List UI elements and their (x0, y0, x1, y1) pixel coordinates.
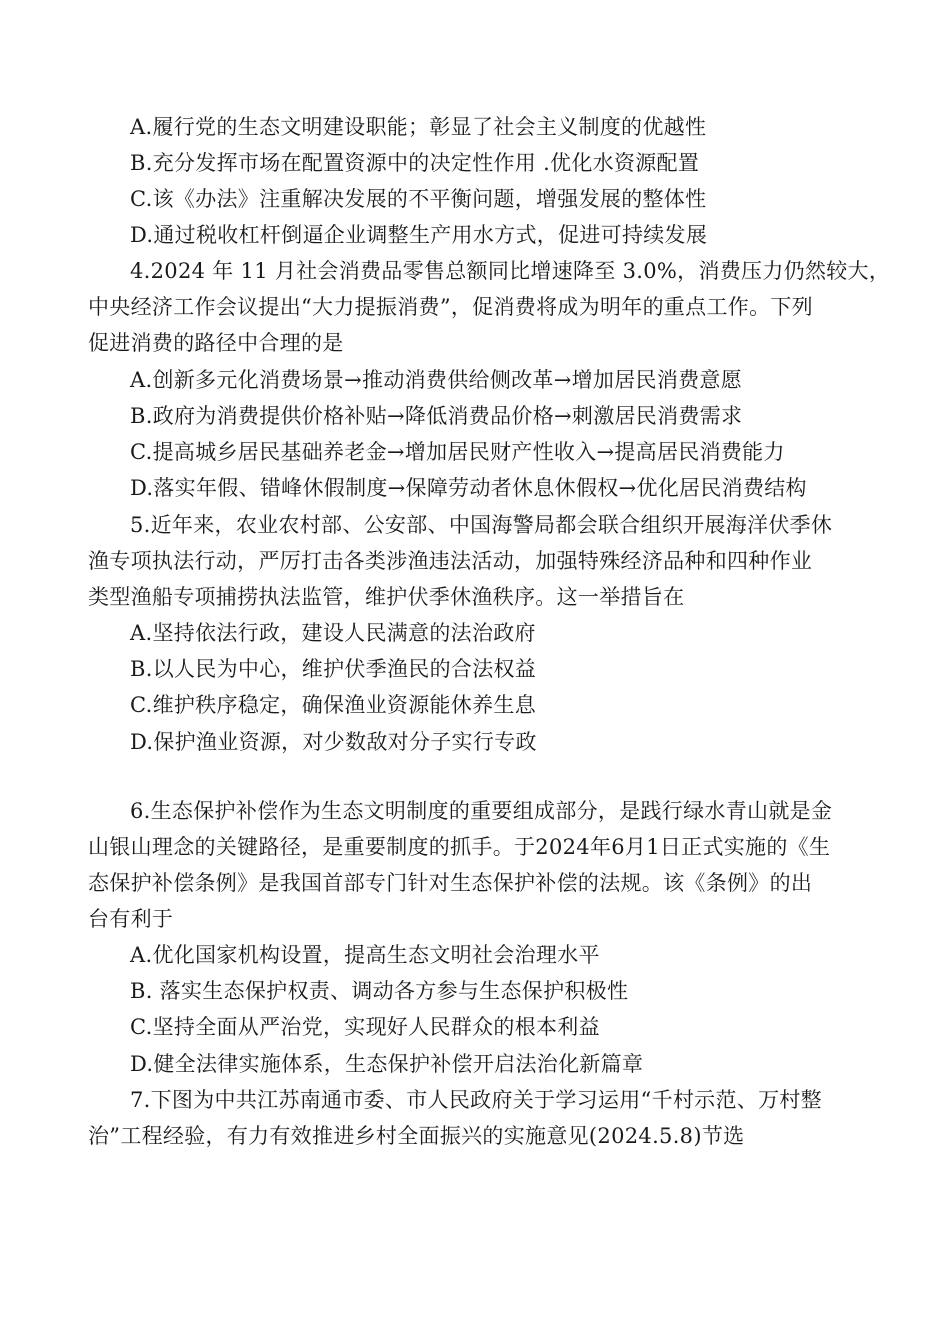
q6-option-c: C.坚持全面从严治党，实现好人民群众的根本利益 (130, 1015, 600, 1039)
q3-option-a: A.履行党的生态文明建设职能；彰显了社会主义制度的优越性 (130, 115, 707, 139)
q3-option-b: B.充分发挥市场在配置资源中的决定性作用 .优化水资源配置 (130, 151, 700, 175)
q3-option-d: D.通过税收杠杆倒逼企业调整生产用水方式，促进可持续发展 (130, 223, 708, 247)
q4-stem-line-1: 4.2024 年 11 月社会消费品零售总额同比增速降至 3.0%，消费压力仍然较大， (130, 259, 891, 283)
q6-option-b: B. 落实生态保护权责、调动各方参与生态保护积极性 (130, 979, 629, 1003)
q6-stem-line-2: 山银山理念的关键路径，是重要制度的抓手。于2024年6月1日正式实施的《生 (88, 835, 831, 859)
q5-stem-line-1: 5.近年来，农业农村部、公安部、中国海警局都会联合组织开展海洋伏季休 (130, 513, 833, 537)
q4-stem-line-3: 促进消费的路径中合理的是 (88, 331, 344, 355)
q5-stem-line-2: 渔专项执法行动，严厉打击各类涉渔违法活动，加强特殊经济品种和四种作业 (88, 549, 813, 573)
q6-option-d: D.健全法律实施体系，生态保护补偿开启法治化新篇章 (130, 1052, 644, 1076)
q6-stem-line-1: 6.生态保护补偿作为生态文明制度的重要组成部分，是践行绿水青山就是金 (130, 799, 833, 823)
q6-stem-line-4: 台有利于 (88, 907, 174, 931)
q7-stem-line-1: 7.下图为中共江苏南通市委、市人民政府关于学习运用“千村示范、万村整 (130, 1088, 822, 1112)
q6-option-a: A.优化国家机构设置，提高生态文明社会治理水平 (130, 943, 600, 967)
q4-option-d: D.落实年假、错峰休假制度→保障劳动者休息休假权→优化居民消费结构 (130, 476, 807, 500)
q5-option-d: D.保护渔业资源，对少数敌对分子实行专政 (130, 730, 537, 754)
q3-option-c: C.该《办法》注重解决发展的不平衡问题，增强发展的整体性 (130, 187, 707, 211)
q7-stem-line-2: 治”工程经验，有力有效推进乡村全面振兴的实施意见(2024.5.8)节选 (88, 1124, 745, 1148)
q5-option-a: A.坚持依法行政，建设人民满意的法治政府 (130, 621, 536, 645)
q4-option-b: B.政府为消费提供价格补贴→降低消费品价格→刺激居民消费需求 (130, 404, 743, 428)
q5-stem-line-3: 类型渔船专项捕捞执法监管，维护伏季休渔秩序。这一举措旨在 (88, 585, 685, 609)
q5-option-c: C.维护秩序稳定，确保渔业资源能休养生息 (130, 693, 536, 717)
q6-stem-line-3: 态保护补偿条例》是我国首部专门针对生态保护补偿的法规。该《条例》的出 (88, 871, 813, 895)
q5-option-b: B.以人民为中心，维护伏季渔民的合法权益 (130, 657, 537, 681)
q4-stem-line-2: 中央经济工作会议提出“大力提振消费”，促消费将成为明年的重点工作。下列 (88, 295, 813, 319)
q4-option-c: C.提高城乡居民基础养老金→增加居民财产性收入→提高居民消费能力 (130, 440, 785, 464)
q4-option-a: A.创新多元化消费场景→推动消费供给侧改革→增加居民消费意愿 (130, 368, 743, 392)
